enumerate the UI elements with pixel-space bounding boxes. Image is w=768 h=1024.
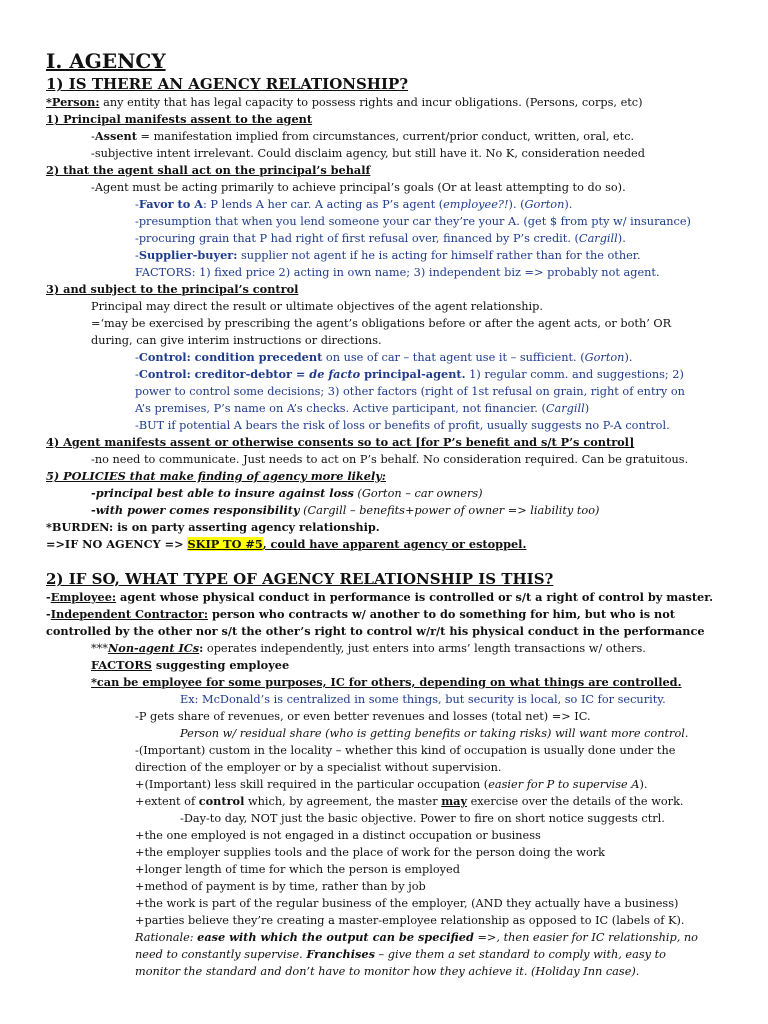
assent-line: -Assent = manifestation implied from circumstances, current/prior conduct, written, oral, etc. [91,129,635,143]
person-definition [46,94,728,111]
person-label: *Person: [46,95,100,109]
factor-payment-method: +method of payment is by time, rather than by job [135,880,426,893]
section-gap [46,553,728,569]
risk-of-loss-line: -BUT if potential A bears the risk of loss or benefits of profit, usually suggests no P-A control. [135,419,670,432]
custom-line-1: -(Important) custom in the locality – whether this kind of occupation is usually done under the [135,744,676,757]
employee-definition: -Employee: agent whose physical conduct in performance is controlled or s/t a right of control by master. [46,590,714,604]
interim-line: during, can give interim instructions or directions. [91,334,382,347]
burden-line: *BURDEN: is on party asserting agency relationship. [46,520,380,534]
section-1-heading: 1) IS THERE AN AGENCY RELATIONSHIP? [46,75,409,93]
can-be-employee-line: *can be employee for some purposes, IC for others, depending on what things are controlled. [91,675,682,689]
procuring-grain-line: -procuring grain that P had right of first refusal over, financed by P’s credit. (Cargill). [135,232,626,245]
person-text: any entity that has legal capacity to possess rights and incur obligations. (Persons, corps, etc) [99,96,643,109]
element-1-heading: 1) Principal manifests assent to the agent [46,112,313,126]
prescribing-line: =‘may be exercised by prescribing the agent’s obligations before or after the agent acts, or both’ OR [91,317,672,330]
agent-acting-line: -Agent must be acting primarily to achieve principal’s goals (Or at least attempting to do so). [91,181,626,194]
mcdonalds-example: Ex: McDonald’s is centralized in some things, but security is local, so IC for security. [180,693,666,706]
condition-precedent-line: -Control: condition precedent on use of car – that agent use it – sufficient. (Gorton). [135,350,633,364]
rationale-line-3: monitor the standard and don’t have to monitor how they achieve it. (Holiday Inn case). [135,965,640,978]
skip-line: =>IF NO AGENCY => SKIP TO #5, could have apparent agency or estoppel. [46,537,527,551]
rationale-line-2: need to constantly supervise. Franchises – give them a set standard to comply with, easy to [135,947,666,961]
ic-definition-line-2: controlled by the other nor s/t the other’s right to control w/r/t his physical conduct in the performance [46,624,705,638]
factor-tools: +the employer supplies tools and the place of work for the person doing the work [135,846,606,859]
policy-power-line: -with power comes responsibility (Cargill – benefits+power of owner => liability too) [91,503,600,517]
favor-to-a-line: -Favor to A: P lends A her car. A acting as P’s agent (employee?!). (Gorton). [135,197,573,211]
subjective-intent-line: -subjective intent irrelevant. Could disclaim agency, but still have it. No K, consideration needed [91,147,645,160]
document-title: I. AGENCY [46,49,166,73]
element-4-heading: 4) Agent manifests assent or otherwise consents so to act [for P’s benefit and s/t P’s control] [46,435,635,449]
revenue-share-line: -P gets share of revenues, or even better revenues and losses (total net) => IC. [135,710,591,723]
custom-line-2: direction of the employer or by a specialist without supervision. [135,761,502,774]
residual-share-line: Person w/ residual share (who is getting benefits or taking risks) will want more control. [180,727,689,740]
ic-definition: -Independent Contractor: person who contracts w/ another to do something for him, but who is not [46,607,675,621]
creditor-debtor-line-3: A’s premises, P’s name on A’s checks. Active participant, not financier. (Cargill) [135,402,590,415]
principal-direct-line: Principal may direct the result or ultimate objectives of the agent relationship. [91,300,543,313]
day-to-day-line: -Day-to day, NOT just the basic objective. Power to fire on short notice suggests ctrl. [180,812,665,825]
creditor-debtor-line: -Control: creditor-debtor = de facto principal-agent. 1) regular comm. and suggestions; 2) [135,367,684,381]
element-2-heading: 2) that the agent shall act on the principal’s behalf [46,163,371,177]
element-3-heading: 3) and subject to the principal’s control [46,282,299,296]
extent-of-control-line: +extent of control which, by agreement, the master may exercise over the details of the work. [135,794,684,808]
section-2-heading: 2) IF SO, WHAT TYPE OF AGENCY RELATIONSHIP IS THIS? [46,570,554,588]
non-agent-ic-line: ***Non-agent ICs: operates independently, just enters into arms’ length transactions w/ others. [91,641,646,655]
rationale-line-1: Rationale: ease with which the output can be specified =>, then easier for IC relationship, no [135,930,698,944]
factor-parties-belief: +parties believe they’re creating a master-employee relationship as opposed to IC (labels of K). [135,914,685,927]
factor-length-of-time: +longer length of time for which the person is employed [135,863,460,876]
supplier-buyer-line: -Supplier-buyer: supplier not agent if he is acting for himself rather than for the other. [135,248,641,262]
policies-heading: 5) POLICIES that make finding of agency more likely: [46,469,386,483]
factor-distinct-occupation: +the one employed is not engaged in a distinct occupation or business [135,829,541,842]
no-need-communicate-line: -no need to communicate. Just needs to act on P’s behalf. No consideration required. Can be gratuitous. [91,453,689,466]
skip-highlight: SKIP TO #5 [187,537,263,551]
creditor-debtor-line-2: power to control some decisions; 3) other factors (right of 1st refusal on grain, right of entry on [135,385,685,398]
presumption-line: -presumption that when you lend someone your car they’re your A. (get $ from pty w/ insurance) [135,215,691,228]
factors-line: FACTORS: 1) fixed price 2) acting in own name; 3) independent biz => probably not agent. [135,266,660,279]
assent-term: Assent [94,129,137,143]
factor-regular-business: +the work is part of the regular business of the employer, (AND they actually have a business) [135,897,679,910]
factors-heading: FACTORS suggesting employee [91,658,290,672]
policy-insure-line: -principal best able to insure against loss (Gorton – car owners) [91,486,483,500]
skill-line: +(Important) less skill required in the particular occupation (easier for P to supervise A). [135,778,648,791]
